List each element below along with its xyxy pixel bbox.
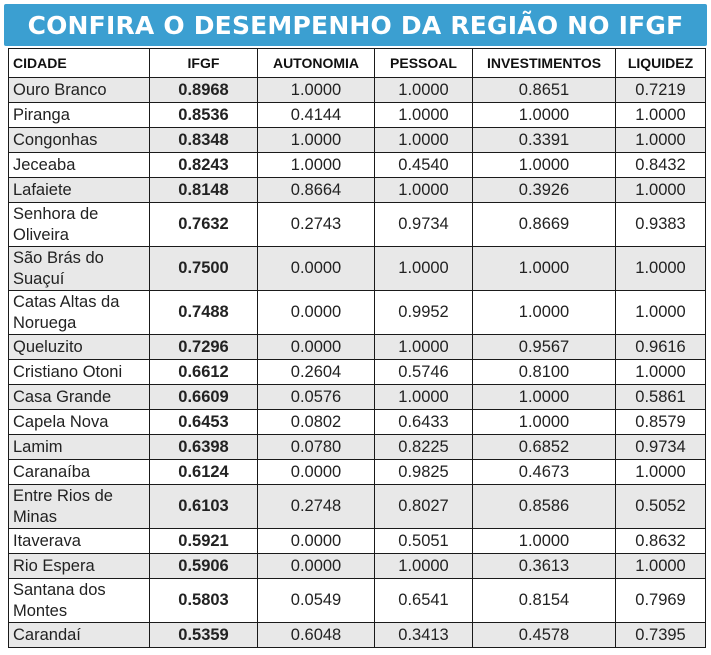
cell-liquidez: 0.7219 — [616, 78, 706, 103]
cell-autonomia: 0.8664 — [258, 178, 375, 203]
cell-liquidez: 0.5861 — [616, 385, 706, 410]
city-name-line: São Brás do — [13, 248, 104, 267]
city-name-line: Queluzito — [13, 337, 83, 356]
cell-pessoal: 0.6433 — [375, 410, 473, 435]
table-row — [9, 128, 706, 153]
cell-autonomia: 0.0000 — [258, 335, 375, 360]
cell-autonomia: 0.0000 — [258, 529, 375, 554]
cell-cidade — [9, 178, 150, 203]
city-name-line: Catas Altas da — [13, 292, 120, 311]
cell-pessoal: 0.9952 — [375, 291, 473, 335]
cell-liquidez: 0.9734 — [616, 435, 706, 460]
cell-pessoal: 1.0000 — [375, 385, 473, 410]
cell-pessoal: 1.0000 — [375, 103, 473, 128]
cell-investimentos: 0.8586 — [473, 485, 616, 529]
cell-liquidez: 0.8432 — [616, 153, 706, 178]
cell-investimentos: 0.4578 — [473, 623, 616, 648]
cell-ifgf: 0.7296 — [150, 335, 258, 360]
cell-cidade — [9, 623, 150, 648]
cell-liquidez: 1.0000 — [616, 247, 706, 291]
cell-pessoal: 0.5746 — [375, 360, 473, 385]
cell-autonomia: 0.6048 — [258, 623, 375, 648]
cell-liquidez: 1.0000 — [616, 360, 706, 385]
city-name-line: Noruega — [13, 313, 77, 332]
cell-pessoal: 0.3413 — [375, 623, 473, 648]
column-header-cidade: CIDADE — [9, 49, 150, 78]
cell-ifgf: 0.7500 — [150, 247, 258, 291]
cell-liquidez: 1.0000 — [616, 103, 706, 128]
city-name-line: Casa Grande — [13, 387, 112, 406]
cell-ifgf: 0.6103 — [150, 485, 258, 529]
cell-autonomia: 0.4144 — [258, 103, 375, 128]
cell-investimentos: 0.3613 — [473, 554, 616, 579]
table-row — [9, 410, 706, 435]
table-row — [9, 579, 706, 623]
cell-ifgf: 0.8968 — [150, 78, 258, 103]
cell-autonomia: 1.0000 — [258, 128, 375, 153]
city-name-line: Rio Espera — [13, 556, 95, 575]
cell-ifgf: 0.7488 — [150, 291, 258, 335]
cell-autonomia: 0.0802 — [258, 410, 375, 435]
cell-cidade — [9, 153, 150, 178]
cell-cidade — [9, 460, 150, 485]
cell-ifgf: 0.6398 — [150, 435, 258, 460]
table-row — [9, 554, 706, 579]
cell-liquidez: 0.8632 — [616, 529, 706, 554]
cell-investimentos: 1.0000 — [473, 385, 616, 410]
city-name-line: Jeceaba — [13, 155, 76, 174]
cell-pessoal: 0.9825 — [375, 460, 473, 485]
cell-autonomia: 1.0000 — [258, 78, 375, 103]
table-header-row — [9, 49, 706, 78]
cell-pessoal: 0.5051 — [375, 529, 473, 554]
cell-pessoal: 0.6541 — [375, 579, 473, 623]
cell-ifgf: 0.5803 — [150, 579, 258, 623]
column-header-investimentos: INVESTIMENTOS — [473, 49, 616, 78]
cell-liquidez: 0.7395 — [616, 623, 706, 648]
cell-liquidez: 0.9616 — [616, 335, 706, 360]
cell-pessoal: 0.9734 — [375, 203, 473, 247]
table-row — [9, 460, 706, 485]
cell-autonomia: 0.0000 — [258, 247, 375, 291]
cell-investimentos: 1.0000 — [473, 153, 616, 178]
cell-cidade — [9, 435, 150, 460]
cell-liquidez: 1.0000 — [616, 460, 706, 485]
cell-cidade — [9, 579, 150, 623]
cell-investimentos: 0.6852 — [473, 435, 616, 460]
column-header-pessoal: PESSOAL — [375, 49, 473, 78]
cell-ifgf: 0.5921 — [150, 529, 258, 554]
cell-pessoal: 0.8225 — [375, 435, 473, 460]
cell-investimentos: 0.3926 — [473, 178, 616, 203]
city-name-line: Itaverava — [13, 531, 81, 550]
table-row — [9, 103, 706, 128]
table-row — [9, 247, 706, 291]
cell-autonomia: 0.2743 — [258, 203, 375, 247]
cell-cidade — [9, 410, 150, 435]
table-row — [9, 360, 706, 385]
cell-ifgf: 0.8348 — [150, 128, 258, 153]
cell-pessoal: 1.0000 — [375, 247, 473, 291]
cell-ifgf: 0.6612 — [150, 360, 258, 385]
cell-ifgf: 0.5906 — [150, 554, 258, 579]
cell-pessoal: 1.0000 — [375, 78, 473, 103]
table-row — [9, 291, 706, 335]
table-row — [9, 153, 706, 178]
cell-pessoal: 0.8027 — [375, 485, 473, 529]
table-row — [9, 485, 706, 529]
cell-cidade — [9, 335, 150, 360]
city-name-line: Caranaíba — [13, 462, 91, 481]
cell-ifgf: 0.6453 — [150, 410, 258, 435]
cell-cidade — [9, 485, 150, 529]
cell-pessoal: 1.0000 — [375, 335, 473, 360]
cell-cidade — [9, 291, 150, 335]
cell-investimentos: 1.0000 — [473, 529, 616, 554]
table-row — [9, 385, 706, 410]
cell-pessoal: 1.0000 — [375, 128, 473, 153]
table-row — [9, 78, 706, 103]
city-name-line: Senhora de — [13, 204, 99, 223]
cell-autonomia: 0.0000 — [258, 460, 375, 485]
table-row — [9, 203, 706, 247]
cell-autonomia: 0.0549 — [258, 579, 375, 623]
city-name-line: Entre Rios de — [13, 486, 113, 505]
cell-investimentos: 0.8154 — [473, 579, 616, 623]
cell-liquidez: 0.7969 — [616, 579, 706, 623]
cell-investimentos: 0.3391 — [473, 128, 616, 153]
cell-cidade — [9, 103, 150, 128]
table-row — [9, 435, 706, 460]
city-name-line: Congonhas — [13, 130, 98, 149]
cell-pessoal: 1.0000 — [375, 554, 473, 579]
page-title: CONFIRA O DESEMPENHO DA REGIÃO NO IFGF — [4, 4, 707, 46]
cell-cidade — [9, 203, 150, 247]
cell-investimentos: 0.8669 — [473, 203, 616, 247]
cell-cidade — [9, 247, 150, 291]
cell-cidade — [9, 78, 150, 103]
cell-liquidez: 1.0000 — [616, 291, 706, 335]
cell-ifgf: 0.6124 — [150, 460, 258, 485]
ifgf-table — [8, 48, 706, 648]
cell-cidade — [9, 554, 150, 579]
table-row — [9, 529, 706, 554]
cell-ifgf: 0.7632 — [150, 203, 258, 247]
cell-autonomia: 1.0000 — [258, 153, 375, 178]
city-name-line: Minas — [13, 507, 58, 526]
city-name-line: Lamim — [13, 437, 63, 456]
cell-autonomia: 0.2604 — [258, 360, 375, 385]
cell-cidade — [9, 385, 150, 410]
cell-ifgf: 0.8148 — [150, 178, 258, 203]
column-header-ifgf: IFGF — [150, 49, 258, 78]
cell-autonomia: 0.0000 — [258, 554, 375, 579]
city-name-line: Carandaí — [13, 625, 81, 644]
city-name-line: Piranga — [13, 105, 70, 124]
city-name-line: Oliveira — [13, 225, 69, 244]
cell-autonomia: 0.0576 — [258, 385, 375, 410]
table-body — [9, 78, 706, 648]
cell-cidade — [9, 128, 150, 153]
cell-cidade — [9, 529, 150, 554]
cell-investimentos: 1.0000 — [473, 247, 616, 291]
cell-pessoal: 0.4540 — [375, 153, 473, 178]
cell-investimentos: 1.0000 — [473, 103, 616, 128]
city-name-line: Suaçuí — [13, 269, 65, 288]
cell-autonomia: 0.2748 — [258, 485, 375, 529]
city-name-line: Montes — [13, 601, 68, 620]
city-name-line: Lafaiete — [13, 180, 72, 199]
cell-investimentos: 0.8100 — [473, 360, 616, 385]
cell-investimentos: 0.4673 — [473, 460, 616, 485]
cell-liquidez: 1.0000 — [616, 554, 706, 579]
city-name-line: Santana dos — [13, 580, 106, 599]
cell-liquidez: 0.5052 — [616, 485, 706, 529]
city-name-line: Capela Nova — [13, 412, 109, 431]
cell-pessoal: 1.0000 — [375, 178, 473, 203]
table-row — [9, 178, 706, 203]
column-header-liquidez: LIQUIDEZ — [616, 49, 706, 78]
city-name-line: Cristiano Otoni — [13, 362, 123, 381]
cell-investimentos: 1.0000 — [473, 291, 616, 335]
city-name-line: Ouro Branco — [13, 80, 107, 99]
column-header-autonomia: AUTONOMIA — [258, 49, 375, 78]
cell-autonomia: 0.0000 — [258, 291, 375, 335]
cell-liquidez: 1.0000 — [616, 178, 706, 203]
cell-ifgf: 0.5359 — [150, 623, 258, 648]
cell-investimentos: 1.0000 — [473, 410, 616, 435]
cell-autonomia: 0.0780 — [258, 435, 375, 460]
cell-ifgf: 0.6609 — [150, 385, 258, 410]
cell-ifgf: 0.8536 — [150, 103, 258, 128]
cell-investimentos: 0.8651 — [473, 78, 616, 103]
cell-cidade — [9, 360, 150, 385]
table-row — [9, 623, 706, 648]
cell-investimentos: 0.9567 — [473, 335, 616, 360]
cell-ifgf: 0.8243 — [150, 153, 258, 178]
cell-liquidez: 0.9383 — [616, 203, 706, 247]
table-row — [9, 335, 706, 360]
cell-liquidez: 1.0000 — [616, 128, 706, 153]
cell-liquidez: 0.8579 — [616, 410, 706, 435]
